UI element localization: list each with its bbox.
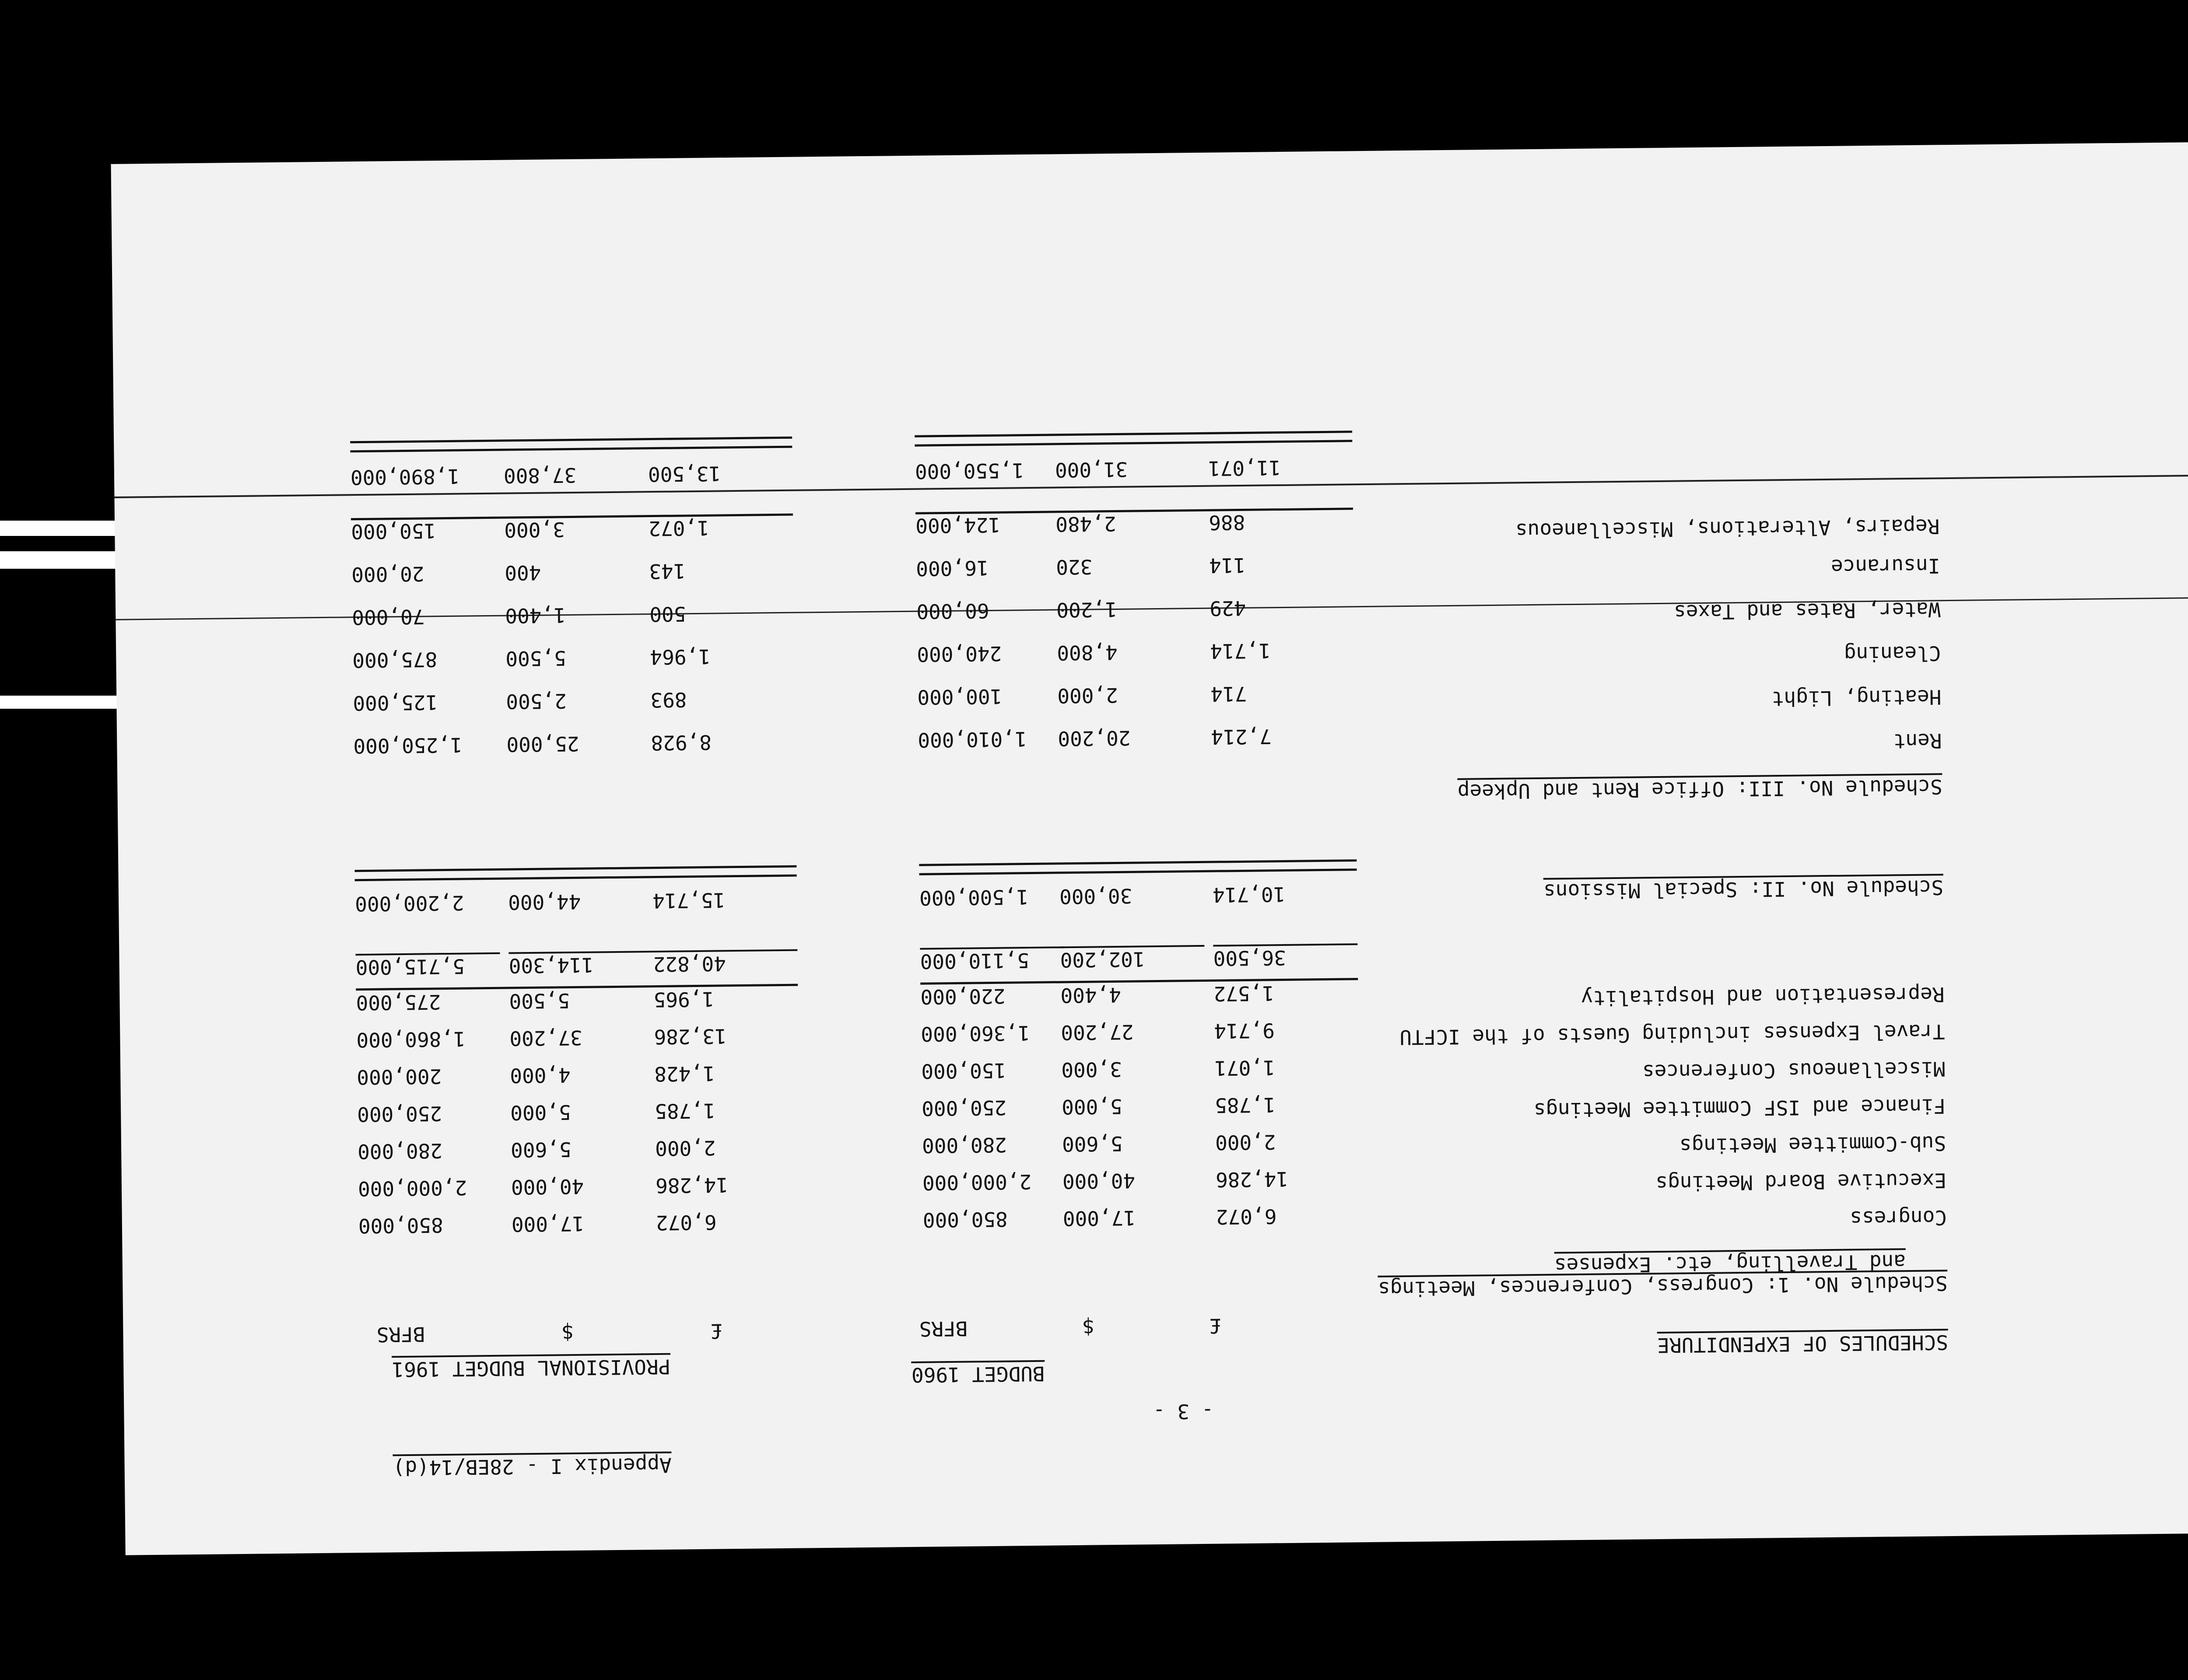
schedule-1-heading-cont: and Travelling, etc. Expenses <box>1554 1248 1906 1275</box>
schedule-1-row-label: Sub-Committee Meetings <box>1679 1131 1946 1158</box>
edge-mark <box>0 696 120 709</box>
schedule-3-col-1961-bfrs: 1,250,000 125,000 875,000 70,000 20,000 150,000 <box>351 519 463 758</box>
column-header-budget-1960: BUDGET 1960 <box>912 1360 1045 1385</box>
schedule-2-1961-dollar: 44,000 <box>508 889 581 914</box>
schedule-1-row-label: Finance and ISF Committee Meetings <box>1533 1094 1946 1123</box>
schedule-3-row-label: Insurance <box>1830 554 1940 579</box>
schedule-1-col-1961-dollar: 17,000 40,000 5,600 5,000 4,000 37,200 5,500 <box>509 989 585 1236</box>
schedule-3-row-label: Rent <box>1893 729 1942 753</box>
schedule-3-row-label: Cleaning <box>1844 641 1941 666</box>
schedule-2-1960-pound: 10,714 <box>1212 882 1286 907</box>
schedule-1-col-1960-dollar: 17,000 40,000 5,600 5,000 3,000 27,200 4,400 <box>1060 983 1136 1231</box>
schedule-2-double-rule <box>354 865 796 882</box>
column-header-pound: £ <box>1209 1314 1222 1338</box>
schedule-1-row-label: Executive Board Meetings <box>1655 1169 1947 1196</box>
schedule-3-col-1961-dollar: 25,000 2,500 5,500 1,400 400 3,000 <box>504 518 579 756</box>
schedule-3-total-1961-bfrs: 1,890,000 <box>350 464 460 490</box>
page-title: SCHEDULES OF EXPENDITURE <box>1657 1329 1948 1355</box>
schedule-1-row-label: Representation and Hospitality <box>1581 983 1945 1010</box>
schedule-2-double-rule <box>919 859 1357 875</box>
schedule-1-col-1960-pound: 6,072 14,286 2,000 1,785 1,071 9,714 1,572 <box>1213 981 1289 1229</box>
schedule-3-row-label: Water, Rates and Taxes <box>1673 598 1941 624</box>
column-header-bfrs: BFRS <box>919 1316 968 1341</box>
schedule-3-col-1960-pound: 7,214 714 1,714 429 114 886 <box>1208 510 1272 749</box>
schedule-2-1961-bfrs: 2,200,000 <box>354 891 464 916</box>
schedule-3-col-1960-bfrs: 1,010,000 100,000 240,000 60,000 16,000 124,000 <box>915 513 1027 752</box>
schedule-3-double-rule <box>915 430 1352 446</box>
schedule-3-total-1960-bfrs: 1,550,000 <box>915 458 1024 483</box>
schedule-1-total-1960-pound: 36,500 <box>1213 943 1358 968</box>
schedule-3-total-1960-dollar: 31,000 <box>1055 457 1128 482</box>
schedule-3-col-1961-pound: 8,928 893 1,964 500 143 1,072 <box>648 516 712 755</box>
column-header-dollar: $ <box>561 1321 574 1345</box>
schedule-1-row-label: Congress <box>1850 1206 1947 1231</box>
schedule-2-heading: Schedule No. II: Special Missions <box>1543 874 1943 902</box>
schedule-1-total-1960-bfrs: 5,110,000 <box>920 946 1065 971</box>
schedule-3-row-label: Repairs, Alterations, Miscellaneous <box>1515 514 1940 543</box>
page-number: - 3 - <box>1153 1399 1214 1424</box>
column-header-pound: £ <box>710 1319 723 1343</box>
schedule-3-row-label: Heating, Light <box>1771 685 1942 711</box>
schedule-1-col-1960-bfrs: 850,000 2,000,000 280,000 250,000 150,000 1,360,000 220,000 <box>920 984 1032 1232</box>
column-header-dollar: $ <box>1082 1315 1095 1339</box>
page-content <box>318 263 1949 1479</box>
schedule-1-col-1961-bfrs: 850,000 2,000,000 280,000 250,000 200,000 1,860,000 275,000 <box>356 990 467 1238</box>
document-page <box>111 142 2188 1555</box>
schedule-3-heading: Schedule No. III: Office Rent and Upkeep <box>1458 773 1943 802</box>
column-header-provisional-1961: PROVISIONAL BUDGET 1961 <box>392 1353 671 1380</box>
schedule-3-double-rule <box>350 437 792 453</box>
schedule-1-total-1961-dollar: 114,300 <box>508 951 653 976</box>
schedule-1-total-1960-dollar: 102,200 <box>1060 945 1205 970</box>
schedule-3-col-1960-dollar: 20,200 2,000 4,800 1,200 320 2,480 <box>1055 511 1131 751</box>
edge-mark <box>0 521 120 536</box>
schedule-1-row-label: Travel Expenses including Guests of the ICFTU <box>1399 1020 1945 1050</box>
schedule-3-total-1961-pound: 13,500 <box>648 462 721 486</box>
schedule-3-total-1961-dollar: 37,800 <box>503 463 577 488</box>
column-header-bfrs: BFRS <box>376 1322 425 1347</box>
edge-mark <box>0 551 120 569</box>
schedule-2-1961-pound: 15,714 <box>652 888 726 913</box>
schedule-1-row-label: Miscellaneous Conferences <box>1642 1057 1946 1084</box>
schedule-1-total-1961-bfrs: 5,715,000 <box>355 952 500 977</box>
appendix-reference: Appendix I - 28EB/14(d) <box>393 1452 672 1478</box>
schedule-2-1960-bfrs: 1,500,000 <box>919 885 1029 910</box>
schedule-3-total-1960-pound: 11,071 <box>1208 456 1281 480</box>
schedule-1-heading: Schedule No. 1: Congress, Conferences, Meetings <box>1378 1270 1948 1299</box>
schedule-1-col-1961-pound: 6,072 14,286 2,000 1,785 1,428 13,286 1,965 <box>653 987 729 1235</box>
schedule-2-1960-dollar: 30,000 <box>1059 884 1133 909</box>
schedule-1-total-1961-pound: 40,822 <box>653 949 798 974</box>
